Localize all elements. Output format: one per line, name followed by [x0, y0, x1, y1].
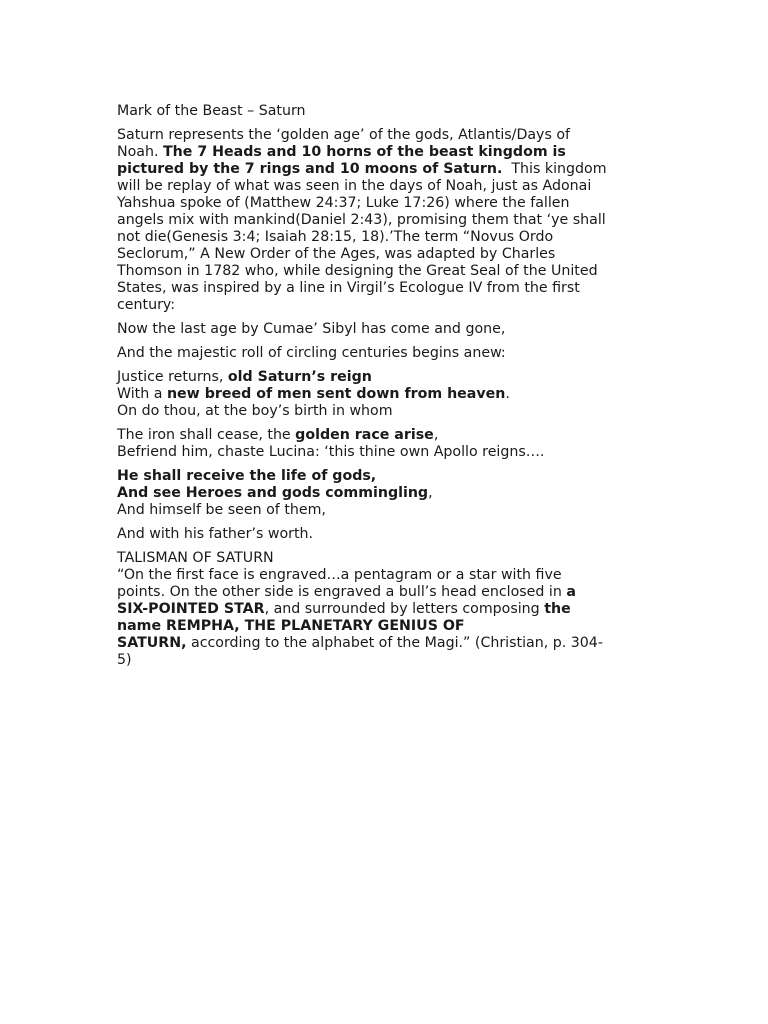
text-line	[117, 567, 657, 584]
bold-text-segment: the	[544, 601, 571, 617]
bold-text-segment: a	[566, 584, 576, 600]
text-line	[117, 229, 657, 246]
text-segment: ,	[433, 427, 439, 443]
text-line	[117, 386, 657, 403]
text-line	[117, 280, 657, 297]
text-segment: “On the first face is engraved…a pentagram or a star with five	[117, 567, 562, 583]
text-segment: Saturn represents the ‘golden age’ of the gods, Atlantis/Days of	[117, 127, 571, 143]
poem-stanza	[117, 468, 657, 519]
text-segment: points. On the other side is engraved a bull’s head enclosed in	[117, 584, 567, 600]
text-segment: , and surrounded by letters composing	[264, 601, 545, 617]
text-line	[117, 444, 657, 461]
text-segment: Now the last age by Cumae’ Sibyl has come and gone,	[117, 321, 506, 337]
text-line	[117, 584, 657, 601]
poem-block	[117, 321, 657, 543]
text-segment: States, was inspired by a line in Virgil’s Ecologue IV from the first	[117, 280, 580, 296]
text-segment: ,	[428, 485, 433, 501]
text-line	[117, 178, 657, 195]
text-line	[117, 161, 657, 178]
text-segment: Yahshua spoke of (Matthew 24:37; Luke 17:26) where the fallen	[117, 195, 570, 211]
bold-text-segment: SIX-POINTED STAR	[117, 601, 265, 617]
bold-text-segment: new breed of men sent down from heaven	[166, 386, 506, 402]
text-line	[117, 212, 657, 229]
text-line	[117, 468, 657, 485]
bold-text-segment: SATURN,	[117, 635, 187, 651]
text-segment: 5)	[117, 652, 132, 668]
text-line	[117, 652, 657, 669]
text-line	[117, 502, 657, 519]
text-line	[117, 635, 657, 652]
bold-text-segment: And see Heroes and gods commingling	[117, 485, 429, 501]
text-segment: TALISMAN OF SATURN	[117, 550, 274, 566]
text-segment: This kingdom	[502, 161, 607, 177]
text-line	[117, 403, 657, 420]
text-line	[117, 526, 657, 543]
text-segment: And himself be seen of them,	[117, 502, 326, 518]
bold-text-segment: name REMPHA, THE PLANETARY GENIUS OF	[117, 618, 465, 634]
intro-paragraph	[117, 127, 657, 314]
talisman-paragraph	[117, 550, 657, 669]
text-segment: .	[505, 386, 510, 402]
text-segment: century:	[117, 297, 176, 313]
document-page	[117, 103, 657, 676]
text-segment: Justice returns,	[117, 369, 228, 385]
text-segment: The iron shall cease, the	[117, 427, 296, 443]
text-line	[117, 345, 657, 362]
text-segment: angels mix with mankind(Daniel 2:43), promising them that ‘ye shall	[117, 212, 606, 228]
text-line	[117, 485, 657, 502]
text-line	[117, 246, 657, 263]
text-segment: Noah.	[117, 144, 163, 160]
text-line	[117, 601, 657, 618]
text-line	[117, 144, 657, 161]
text-segment: On do thou, at the boy’s birth in whom	[117, 403, 393, 419]
poem-stanza	[117, 321, 657, 338]
document-title	[117, 103, 657, 120]
poem-stanza	[117, 345, 657, 362]
text-line	[117, 297, 657, 314]
text-segment: And with his father’s worth.	[117, 526, 314, 542]
bold-text-segment: golden race arise	[295, 427, 434, 443]
text-line	[117, 195, 657, 212]
bold-text-segment: He shall receive the life of gods,	[117, 468, 377, 484]
text-line	[117, 618, 657, 635]
text-segment: And the majestic roll of circling centuries begins anew:	[117, 345, 506, 361]
text-line	[117, 550, 657, 567]
poem-stanza	[117, 369, 657, 420]
text-segment: according to the alphabet of the Magi.” (Christian, p. 304-	[186, 635, 603, 651]
text-line	[117, 127, 657, 144]
text-line	[117, 427, 657, 444]
poem-stanza	[117, 526, 657, 543]
title-text: Mark of the Beast – Saturn	[117, 103, 306, 119]
text-segment: With a	[117, 386, 167, 402]
bold-text-segment: The 7 Heads and 10 horns of the beast kingdom is	[163, 144, 566, 160]
text-segment: Seclorum,” A New Order of the Ages, was adapted by Charles	[117, 246, 556, 262]
bold-text-segment: old Saturn’s reign	[227, 369, 372, 385]
text-line	[117, 321, 657, 338]
bold-text-segment: pictured by the 7 rings and 10 moons of Saturn.	[117, 161, 503, 177]
text-segment: will be replay of what was seen in the days of Noah, just as Adonai	[117, 178, 592, 194]
text-segment: not die(Genesis 3:4; Isaiah 28:15, 18).’The term “Novus Ordo	[117, 229, 554, 245]
text-segment: Thomson in 1782 who, while designing the Great Seal of the United	[117, 263, 598, 279]
text-segment: Befriend him, chaste Lucina: ‘this thine own Apollo reigns….	[117, 444, 545, 460]
poem-stanza	[117, 427, 657, 461]
text-line	[117, 369, 657, 386]
text-line	[117, 263, 657, 280]
